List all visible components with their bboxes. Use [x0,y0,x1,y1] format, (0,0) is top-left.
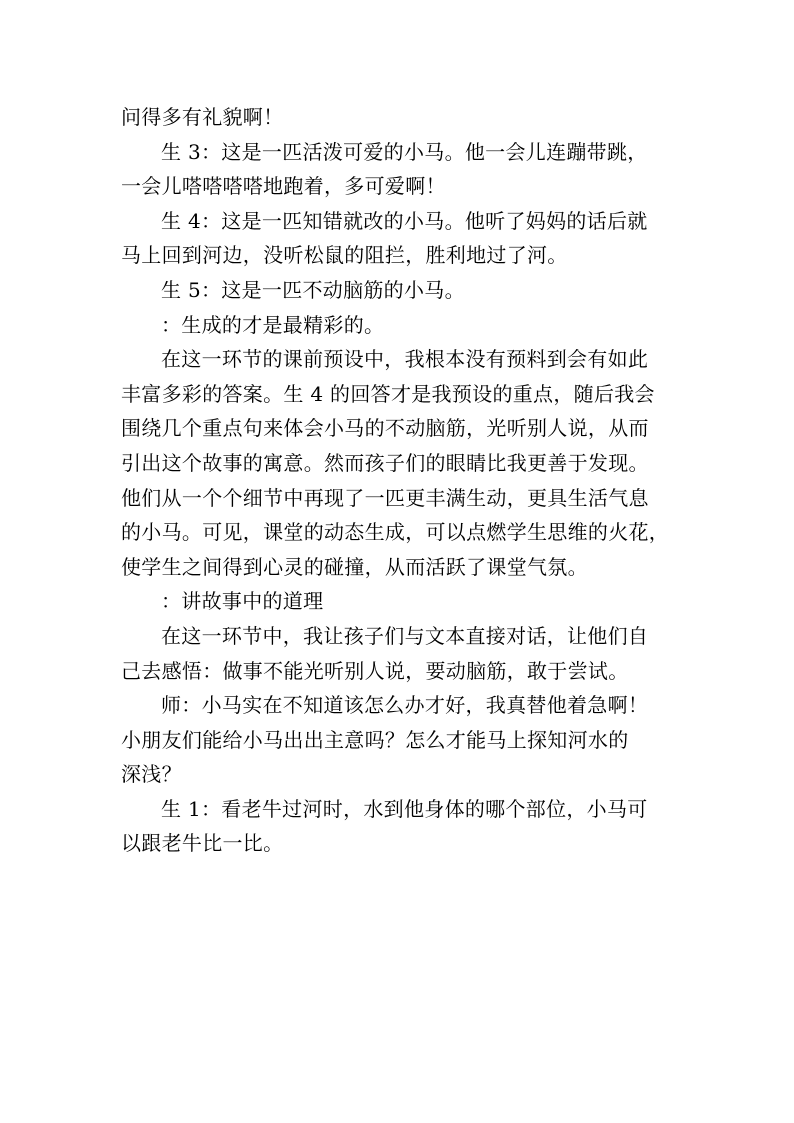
text-line: 师：小马实在不知道该怎么办才好，我真替他着急啊！ [161,693,649,718]
text-line: 深浅？ [121,762,182,787]
text-line: 围绕几个重点句来体会小马的不动脑筋，光听别人说，从而 [121,416,649,441]
section-heading: ：生成的才是最精彩的。 [161,312,385,337]
text-line: 丰富多彩的答案。生 4 的回答才是我预设的重点，随后我会 [121,381,655,406]
text-line: 他们从一个个细节中再现了一匹更丰满生动，更具生活气息 [121,485,649,510]
text-line: 一会儿嗒嗒嗒嗒地跑着，多可爱啊！ [121,174,446,199]
text-line: 在这一环节中，我让孩子们与文本直接对话，让他们自 [161,623,649,648]
text-line: 生 3：这是一匹活泼可爱的小马。他一会儿连蹦带跳， [161,139,648,164]
text-line: 生 1：看老牛过河时，水到他身体的哪个部位，小马可 [161,796,648,821]
section-heading: ：讲故事中的道理 [161,589,324,614]
text-line: 引出这个故事的寓意。然而孩子们的眼睛比我更善于发现。 [121,450,649,475]
text-line: 问得多有礼貌啊！ [121,105,284,129]
document-page [121,100,681,861]
text-line: 的小马。可见，课堂的动态生成，可以点燃学生思维的火花， [121,520,670,545]
text-line: 使学生之间得到心灵的碰撞，从而活跃了课堂气氛。 [121,554,588,579]
text-line: 马上回到河边，没听松鼠的阻拦，胜利地过了河。 [121,243,568,268]
text-line: 生 4：这是一匹知错就改的小马。他听了妈妈的话后就 [161,208,648,233]
text-line: 生 5：这是一匹不动脑筋的小马。 [161,277,465,302]
text-line: 以跟老牛比一比。 [121,831,284,856]
text-line: 在这一环节的课前预设中，我根本没有预料到会有如此 [161,347,649,372]
text-line: 己去感悟：做事不能光听别人说，要动脑筋，敢于尝试。 [121,658,629,683]
text-line: 小朋友们能给小马出出主意吗？怎么才能马上探知河水的 [121,727,629,752]
